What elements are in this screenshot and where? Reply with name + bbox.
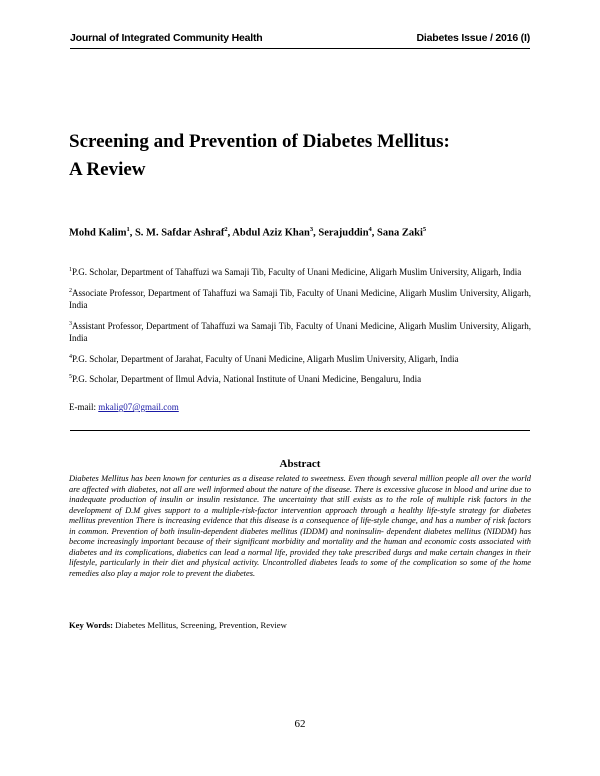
- journal-name: Journal of Integrated Community Health: [70, 32, 263, 44]
- author-affil-marker: 4: [368, 226, 372, 233]
- affiliation-marker: 2: [69, 287, 72, 294]
- abstract-heading: Abstract: [279, 458, 321, 470]
- affiliation-text: P.G. Scholar, Department of Ilmul Advia, National Institute of Unani Medicine, Bengaluru, India: [72, 374, 422, 384]
- affiliation-marker: 5: [69, 374, 72, 380]
- header-divider: [70, 48, 530, 49]
- affiliation-item: [69, 371, 531, 386]
- author-name: Serajuddin: [318, 227, 369, 239]
- keywords: [69, 620, 531, 630]
- affiliation-text: Assistant Professor, Department of Tahaffuzi wa Samaji Tib, Faculty of Unani Medicine, Aligarh Muslim University, Aligarh, India: [69, 320, 531, 343]
- article-title: [69, 128, 539, 184]
- affiliation-list: [69, 264, 531, 392]
- abstract-body: Diabetes Mellitus has been known for centuries as a disease related to sweetness. Even though several million people all over the world are affected with diabetes, not all are well informed about the nature of the disease. There is excessive glucose in blood and urine due to inadequate production of insulin or insulin resistance. The uncertainty that still exists as to the role of multiple risk factors in the development of D.M gives support to a multiple-risk-factor intervention approach through a healthy life-style strategy for diabetes mellitus prevention There is increasing evidence that this disease is a consequence of life-style change, and has a number of risk factors in common. Prevention of both insulin-dependent diabetes mellitus (IDDM) and noninsulin- dependent diabetes mellitus (NIDDM) has become increasingly important because of their significant morbidity and mortality and the human and economic costs associated with diabetes and its complications, diabetics can lead a normal life, provided they take prescribed durgs and make certain changes in their lifestyle, particularly in their diet and physical activity. Uncontrolled diabetes leads to some of the complication so some of the home remedies also play a major role to prevent the diabetes.: [69, 474, 531, 578]
- author-list: Mohd Kalim$^1$, S. M. Safdar Ashraf$^2$, Abdul Aziz Khan$^3$, Serajuddin$^4$, Sana Zaki$^5$: [69, 226, 427, 239]
- title-line-2: A Review: [69, 159, 146, 180]
- affiliation-item: [69, 264, 531, 279]
- contact-email: [69, 402, 179, 412]
- affiliation-item: [69, 318, 531, 345]
- email-link[interactable]: mkalig07@gmail.com: [98, 402, 179, 412]
- author-name: S. M. Safdar Ashraf: [134, 227, 225, 239]
- affiliation-item: [69, 351, 531, 366]
- affiliation-item: [69, 285, 531, 312]
- author-affil-marker: 5: [422, 226, 427, 233]
- affiliation-marker: 1: [69, 267, 72, 273]
- affiliation-text: P.G. Scholar, Department of Tahaffuzi wa Samaji Tib, Faculty of Unani Medicine, Aligarh Muslim University, Aligarh, India: [72, 267, 522, 277]
- running-header: [70, 32, 530, 44]
- page-number: 62: [294, 718, 306, 730]
- keywords-label: Key Words:: [69, 620, 114, 630]
- email-label: E-mail:: [69, 402, 96, 412]
- affiliation-text: P.G. Scholar, Department of Jarahat, Faculty of Unani Medicine, Aligarh Muslim University, Aligarh, India: [72, 353, 459, 364]
- affiliation-text: Associate Professor, Department of Tahaffuzi wa Samaji Tib, Faculty of Unani Medicine, Aligarh Muslim University, Aligarh, India: [69, 287, 531, 310]
- author-affil-marker: 2: [224, 226, 228, 233]
- issue-label: Diabetes Issue / 2016 (I): [416, 32, 530, 44]
- author-affil-marker: 1: [126, 226, 130, 233]
- author-name: Mohd Kalim: [69, 227, 127, 239]
- title-line-1: Screening and Prevention of Diabetes Mellitus:: [69, 131, 450, 152]
- author-name: Sana Zaki: [377, 227, 423, 239]
- affiliation-marker: 4: [69, 353, 72, 360]
- affiliation-marker: 3: [69, 320, 72, 327]
- author-name: Abdul Aziz Khan: [232, 227, 310, 239]
- section-divider: [70, 430, 530, 431]
- keywords-text: Diabetes Mellitus, Screening, Prevention, Review: [115, 620, 287, 630]
- author-affil-marker: 3: [309, 226, 314, 233]
